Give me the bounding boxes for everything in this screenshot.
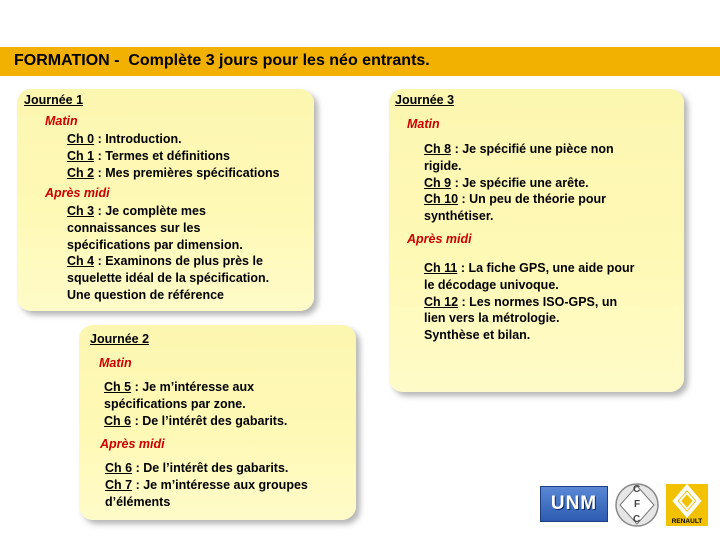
day1-matin: Matin <box>45 114 78 128</box>
day1-apres-midi: Après midi <box>45 186 110 200</box>
unm-logo <box>540 486 608 522</box>
day3-ch12: Ch 12 : Les normes ISO-GPS, un <box>424 295 618 309</box>
day2-ch5: Ch 5 : Je m’intéresse aux <box>104 380 255 394</box>
day3-ch8-line2: rigide. <box>424 159 462 173</box>
unm-logo-text: UNM <box>550 493 598 514</box>
day3-ch9: Ch 9 : Je spécifie une arête. <box>424 176 589 190</box>
day1-ch4-line3: Une question de référence <box>67 288 224 302</box>
day2-card <box>79 325 356 520</box>
cfc-letter-3: C <box>633 514 641 525</box>
day1-heading: Journée 1 <box>24 93 84 107</box>
day1-ch3-line2: connaissances sur les <box>67 221 201 235</box>
day1-ch4-line2: squelette idéal de la spécification. <box>67 271 270 285</box>
day3-ch10: Ch 10 : Un peu de théorie pour <box>424 192 606 206</box>
day3-ch10-line2: synthétiser. <box>424 209 494 223</box>
day1-card <box>17 89 314 311</box>
renault-diamond-icon <box>666 484 708 518</box>
day1-ch0: Ch 0 : Introduction. <box>67 132 182 146</box>
day2-matin: Matin <box>99 356 132 370</box>
title-banner <box>0 47 720 76</box>
day2-ch5-line2: spécifications par zone. <box>104 397 246 411</box>
day2-ch6b: Ch 6 : De l’intérêt des gabarits. <box>105 461 289 475</box>
cfc-letter-1: C <box>633 484 641 495</box>
page-title: FORMATION - Complète 3 jours pour les néo entrants. <box>14 52 430 69</box>
cfc-logo <box>614 482 660 528</box>
day3-heading: Journée 3 <box>395 93 455 107</box>
day1-ch3: Ch 3 : Je complète mes <box>67 204 206 218</box>
day3-ch11: Ch 11 : La fiche GPS, une aide pour <box>424 261 635 275</box>
day3-apres-midi: Après midi <box>407 232 472 246</box>
renault-logo <box>666 484 708 526</box>
day1-ch3-line3: spécifications par dimension. <box>67 238 243 252</box>
day2-apres-midi: Après midi <box>100 437 165 451</box>
day1-ch4: Ch 4 : Examinons de plus près le <box>67 254 263 268</box>
cfc-letter-2: F <box>634 499 641 510</box>
day3-matin: Matin <box>407 117 440 131</box>
day2-ch7-line2: d’éléments <box>105 495 171 509</box>
day2-heading: Journée 2 <box>90 332 150 346</box>
day1-ch2: Ch 2 : Mes premières spécifications <box>67 166 280 180</box>
day2-ch6a: Ch 6 : De l’intérêt des gabarits. <box>104 414 288 428</box>
day3-ch8: Ch 8 : Je spécifié une pièce non <box>424 142 614 156</box>
renault-text: RENAULT <box>671 518 703 525</box>
day3-card <box>389 89 684 392</box>
day1-ch1: Ch 1 : Termes et définitions <box>67 149 230 163</box>
day3-ch11-line2: le décodage univoque. <box>424 278 559 292</box>
day3-synthese: Synthèse et bilan. <box>424 328 531 342</box>
day2-ch7: Ch 7 : Je m’intéresse aux groupes <box>105 478 308 492</box>
day3-ch12-line2: lien vers la métrologie. <box>424 311 560 325</box>
